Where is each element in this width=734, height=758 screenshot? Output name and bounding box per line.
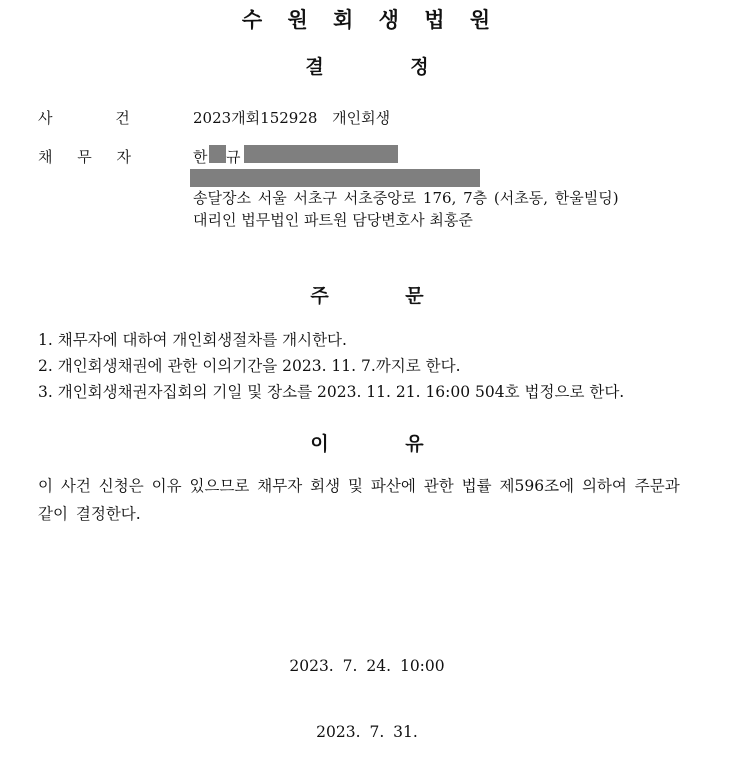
- legal-agent: 대리인 법무법인 파트원 담당변호사 최홍준: [193, 211, 473, 229]
- order-item-1: 1. 채무자에 대하여 개인회생절차를 개시한다.: [38, 331, 347, 349]
- redaction-block: [244, 145, 398, 163]
- case-label: 사 건: [38, 109, 130, 127]
- reason-heading: 이 유: [310, 433, 424, 455]
- court-title: 수 원 회 생 법 원: [241, 8, 493, 32]
- document-title: 결 정: [305, 56, 429, 78]
- reason-text: 이 사건 신청은 이유 있으므로 채무자 회생 및 파산에 관한 법률 제596조에 의하여 주문과 같이 결정한다.: [38, 477, 680, 523]
- decision-datetime: 2023. 7. 24. 10:00: [289, 657, 445, 675]
- order-item-3: 3. 개인회생채권자집회의 기일 및 장소를 2023. 11. 21. 16:00 504호 법정으로 한다.: [38, 383, 625, 401]
- case-number: 2023개회152928 개인회생: [193, 109, 391, 127]
- order-heading: 주 문: [310, 285, 424, 307]
- service-address: 송달장소 서울 서초구 서초중앙로 176, 7층 (서초동, 한울빌딩): [193, 189, 619, 207]
- issue-date: 2023. 7. 31.: [316, 723, 418, 741]
- debtor-name-last: 규: [226, 148, 241, 166]
- redaction-block: [209, 145, 226, 163]
- order-item-2: 2. 개인회생채권에 관한 이의기간을 2023. 11. 7.까지로 한다.: [38, 357, 461, 375]
- redaction-block: [190, 169, 480, 187]
- debtor-name-first: 한: [193, 148, 208, 166]
- debtor-label: 채 무 자: [38, 148, 132, 166]
